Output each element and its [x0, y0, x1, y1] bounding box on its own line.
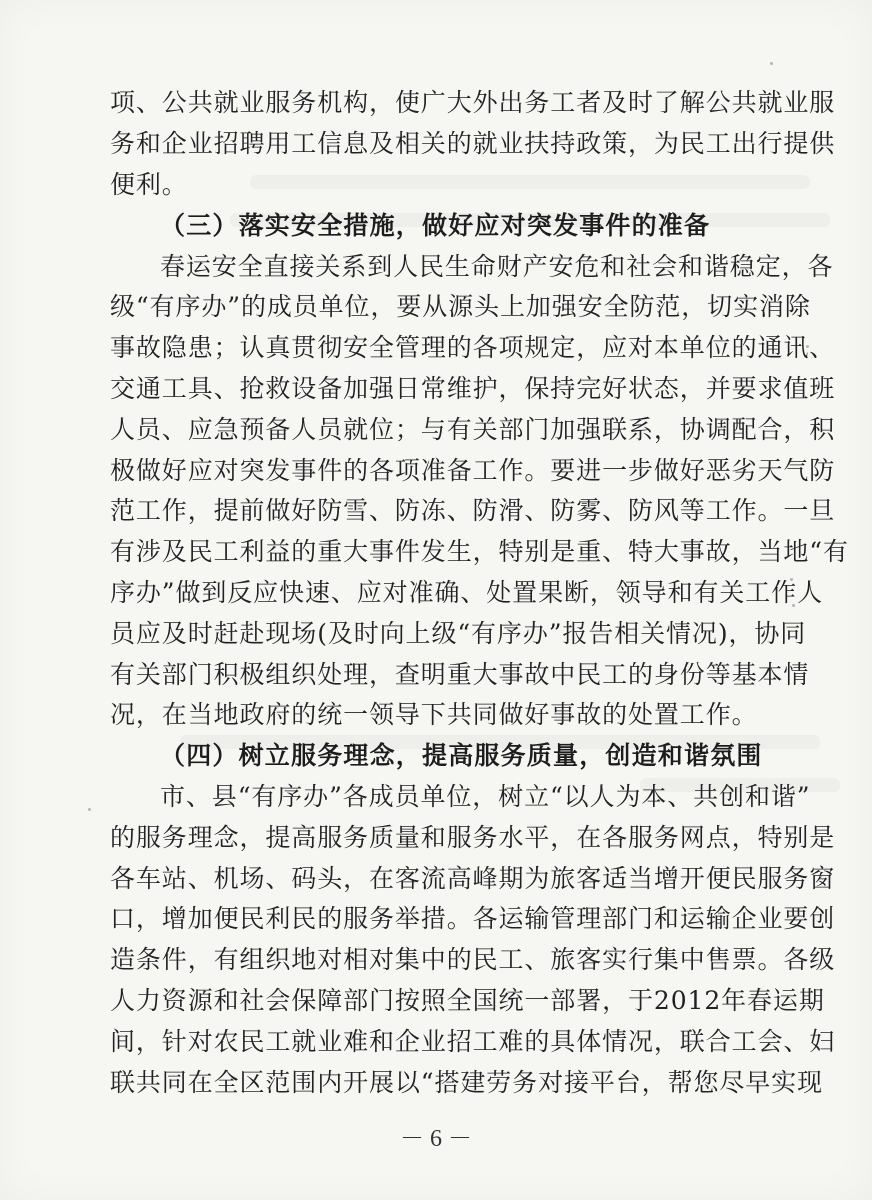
text-line: 联共同在全区范围内开展以“搭建劳务对接平台，帮您尽早实现 — [110, 1068, 823, 1097]
text-line: 间，针对农民工就业难和企业招工难的具体情况，联合工会、妇 — [110, 1027, 836, 1056]
page-number: － 6 － — [400, 1126, 472, 1152]
text-line: 事故隐患；认真贯彻安全管理的各项规定，应对本单位的通讯、 — [110, 333, 836, 362]
text-line: 极做好应对突发事件的各项准备工作。要进一步做好恶劣天气防 — [110, 456, 836, 485]
text-line: 各车站、机场、码头，在客流高峰期为旅客适当增开便民服务窗 — [110, 864, 836, 893]
text-line: 务和企业招聘用工信息及相关的就业扶持政策，为民工出行提供 — [110, 129, 836, 158]
text-line: 况，在当地政府的统一领导下共同做好事故的处置工作。 — [110, 700, 758, 729]
paper-speck — [88, 808, 91, 811]
text-line: 人力资源和社会保障部门按照全国统一部署，于2012年春运期 — [110, 986, 825, 1015]
paragraph-first-line: 春运安全直接关系到人民生命财产安危和社会和谐稳定，各 — [160, 252, 834, 281]
text-line: 的服务理念，提高服务质量和服务水平，在各服务网点，特别是 — [110, 823, 836, 852]
text-line: 项、公共就业服务机构，使广大外出务工者及时了解公共就业服 — [110, 88, 836, 117]
text-line: 范工作，提前做好防雪、防冻、防滑、防雾、防风等工作。一旦 — [110, 496, 836, 525]
text-line: 序办”做到反应快速、应对准确、处置果断，领导和有关工作人 — [110, 578, 823, 607]
section-heading: （四）树立服务理念，提高服务质量，创造和谐氛围 — [160, 741, 763, 770]
text-line: 级“有序办”的成员单位，要从源头上加强安全防范，切实消除 — [110, 292, 811, 321]
text-line: 交通工具、抢救设备加强日常维护，保持完好状态，并要求值班 — [110, 374, 836, 403]
text-line: 便利。 — [110, 170, 188, 199]
text-line: 人员、应急预备人员就位；与有关部门加强联系，协调配合，积 — [110, 415, 836, 444]
text-line: 有涉及民工利益的重大事件发生，特别是重、特大事故，当地“有 — [110, 537, 849, 566]
text-line: 员应及时赶赴现场(及时向上级“有序办”报告相关情况)，协同 — [110, 619, 807, 648]
section-heading: （三）落实安全措施，做好应对突发事件的准备 — [160, 211, 711, 240]
paper-speck — [770, 62, 773, 65]
text-line: 口，增加便民利民的服务举措。各运输管理部门和运输企业要创 — [110, 904, 836, 933]
text-line: 造条件，有组织地对相对集中的民工、旅客实行集中售票。各级 — [110, 945, 836, 974]
text-line: 有关部门积极组织处理，查明重大事故中民工的身份等基本情 — [110, 660, 810, 689]
paragraph-first-line: 市、县“有序办”各成员单位，树立“以人为本、共创和谐” — [160, 782, 811, 811]
